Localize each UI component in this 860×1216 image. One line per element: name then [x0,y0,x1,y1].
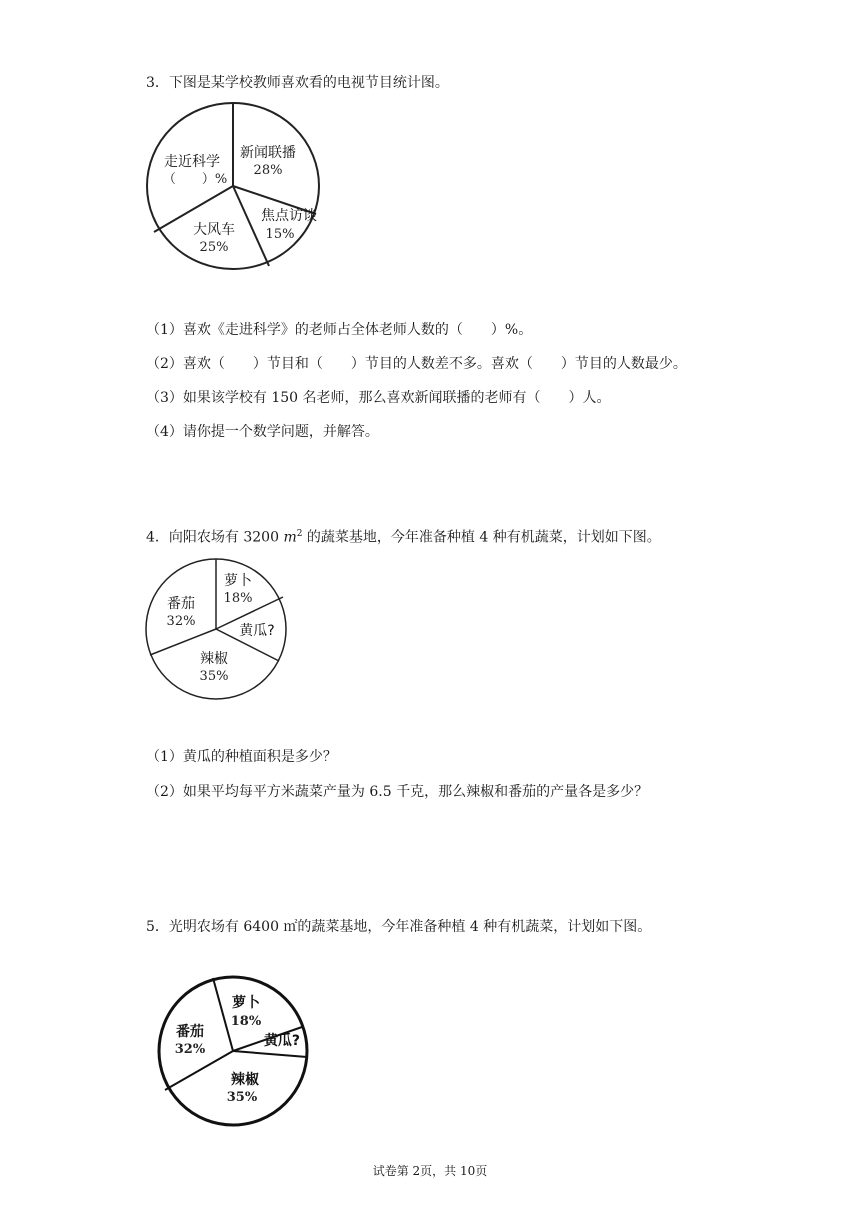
q3-slice-label: 走近科学 [164,154,220,170]
q3-slice-label: 焦点访谈 [261,208,317,224]
q4-title [146,525,661,547]
q4-title-unit: m [283,529,297,546]
q3-slice-value: 28% [253,163,283,178]
q3-slice-value: 25% [199,240,229,255]
q5-slice-value: 32% [174,1042,206,1057]
q4-slice-label: 萝卜 [224,573,252,589]
q5-slice-label: 黄瓜? [263,1033,301,1049]
q5-title: 5．光明农场有 6400 ㎡的蔬菜基地，今年准备种植 4 种有机蔬菜，计划如下图。 [146,919,652,935]
q4-title-superscript: 2 [296,529,303,539]
q4-slice-label: 辣椒 [200,651,228,667]
q4-subquestion-1: （1）黄瓜的种植面积是多少？ [146,749,337,765]
q3-subquestion-3: （3）如果该学校有 150 名老师，那么喜欢新闻联播的老师有（ ）人。 [146,390,611,406]
q4-slice-label: 番茄 [167,596,195,612]
q3-slice-label: 新闻联播 [240,145,296,161]
q3-subquestion-2: （2）喜欢（ ）节目和（ ）节目的人数差不多。喜欢（ ）节目的人数最少。 [146,356,687,372]
q5-slice-label: 萝卜 [232,995,260,1011]
q3-slice-value: 15% [265,227,295,242]
q3-pie-chart [145,102,325,272]
q4-slice-label: 黄瓜? [239,623,275,639]
q4-pie-chart [144,557,288,701]
q4-subquestion-2: （2）如果平均每平方米蔬菜产量为 6.5 千克，那么辣椒和番茄的产量各是多少？ [146,784,649,800]
q5-slice-value: 35% [226,1090,258,1105]
q3-slice-label: 大风车 [193,222,235,238]
q5-slice-label: 番茄 [176,1024,204,1040]
q5-slice-value: 18% [230,1014,262,1029]
q4-title-start: 4．向阳农场有 3200 [146,529,284,546]
q4-slice-value: 18% [223,591,253,606]
page-footer: 试卷第 2页，共 10页 [372,1164,488,1178]
q3-slice-value: （ ）% [162,172,228,187]
q4-slice-value: 35% [199,669,229,684]
q4-slice-value: 32% [166,614,196,629]
q4-title-end: 的蔬菜基地，今年准备种植 4 种有机蔬菜，计划如下图。 [302,529,661,546]
q5-pie-chart [157,975,309,1127]
q3-subquestion-4: （4）请你提一个数学问题，并解答。 [146,424,379,440]
q5-slice-label: 辣椒 [231,1072,259,1088]
q3-subquestion-1: （1）喜欢《走进科学》的老师占全体老师人数的（ ）%。 [146,322,533,338]
q3-title: 3．下图是某学校教师喜欢看的电视节目统计图。 [146,75,449,91]
